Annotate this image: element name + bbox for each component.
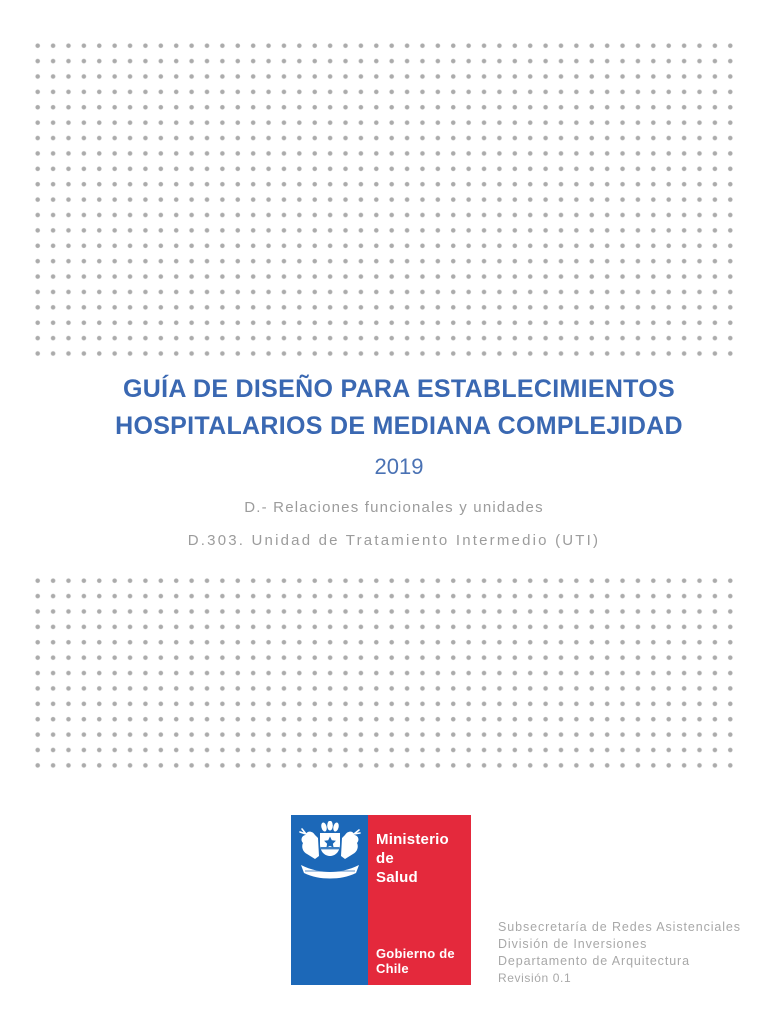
dot-pattern-top [30, 38, 738, 362]
document-title-line2: HOSPITALARIOS DE MEDIANA COMPLEJIDAD [115, 412, 683, 440]
minsal-logo [291, 815, 471, 985]
org-footer [498, 919, 741, 987]
subtitle-unit: D.303. Unidad de Tratamiento Intermedio (UTI) [187, 532, 601, 549]
publication-year: 2019 [374, 454, 424, 479]
dot-pattern-middle [30, 573, 738, 774]
logo-blue-panel [291, 815, 368, 985]
document-title-line1: GUÍA DE DISEÑO PARA ESTABLECIMIENTOS [122, 375, 676, 403]
subtitle-section: D.- Relaciones funcionales y unidades [244, 499, 544, 516]
footer-line-departamento: Departamento de Arquitectura [498, 954, 690, 968]
footer-line-revision: Revisión 0.1 [498, 971, 572, 985]
ministry-name-line1: Ministerio de [376, 831, 449, 867]
footer-line-division: División de Inversiones [498, 937, 648, 951]
footer-line-subsecretaria: Subsecretaría de Redes Asistenciales [498, 920, 741, 934]
chile-coat-of-arms-icon [297, 821, 363, 883]
ministry-name [376, 830, 471, 887]
government-label: Gobierno de Chile [376, 946, 455, 976]
title-block [40, 371, 758, 482]
logo-red-panel [368, 815, 471, 985]
ministry-name-line2: Salud [376, 869, 418, 886]
